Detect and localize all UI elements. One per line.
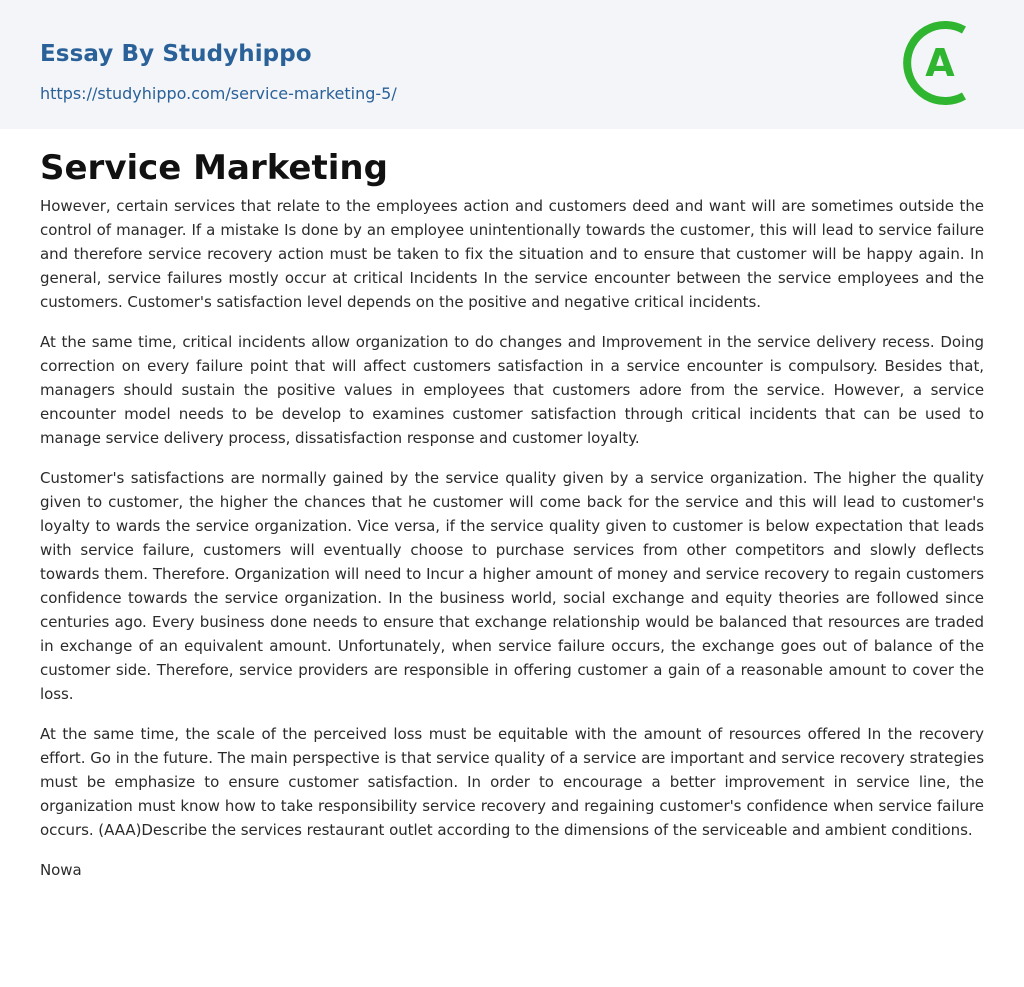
paragraph: Customer's satisfactions are normally gained by the service quality given by a service organization. The higher the quality given to customer, the higher the chances that he customer will come back for the service and this will lead to customer's loyalty to wards the service organization. Vice versa, if the service quality given to customer is below expectation that leads with service failure, customers will eventually choose to purchase services from other competitors and slowly deflects towards them. Therefore. Organization will need to Incur a higher amount of money and service recovery to regain customers confidence towards the service organization. In the business world, social exchange and equity theories are followed since centuries ago. Every business done needs to ensure that exchange relationship would be balanced that resources are traded in exchange of an equivalent amount. Unfortunately, when service failure occurs, the exchange goes out of balance of the customer side. Therefore, service providers are responsible in offering customer a gain of a reasonable amount to cover the loss. — [40, 469, 984, 703]
paragraph: At the same time, the scale of the perceived loss must be equitable with the amount of resources offered In the recovery effort. Go in the future. The main perspective is that service quality of a service are important and service recovery strategies must be emphasize to ensure customer satisfaction. In order to encourage a better improvement in service line, the organization must know how to take responsibility service recovery and regaining customer's confidence when service failure occurs. (AAA)Describe the services restaurant outlet according to the dimensions of the serviceable and ambient conditions. — [40, 725, 984, 839]
logo-letter: A — [925, 41, 955, 85]
page-title: Service Marketing — [40, 148, 388, 188]
source-url-link[interactable]: https://studyhippo.com/service-marketing-5/ — [40, 84, 397, 103]
studyhippo-logo-icon[interactable] — [897, 18, 987, 108]
brand-title[interactable]: Essay By Studyhippo — [40, 41, 312, 67]
article-body — [40, 194, 984, 898]
paragraph: At the same time, critical incidents allow organization to do changes and Improvement in the service delivery recess. Doing correction on every failure point that will affect customers satisfaction in a service encounter is compulsory. Besides that, managers should sustain the positive values in employees that customers adore from the service. However, a service encounter model needs to be develop to examines customer satisfaction through critical incidents that can be used to manage service delivery process, dissatisfaction response and customer loyalty. — [40, 333, 984, 447]
paragraph: Nowa — [40, 861, 82, 879]
paragraph: However, certain services that relate to the employees action and customers deed and want will are sometimes outside the control of manager. If a mistake Is done by an employee unintentionally towards the customer, this will lead to service failure and therefore service recovery action must be taken to fix the situation and to ensure that customer will be happy again. In general, service failures mostly occur at critical Incidents In the service encounter between the service employees and the customers. Customer's satisfaction level depends on the positive and negative critical incidents. — [40, 197, 984, 311]
